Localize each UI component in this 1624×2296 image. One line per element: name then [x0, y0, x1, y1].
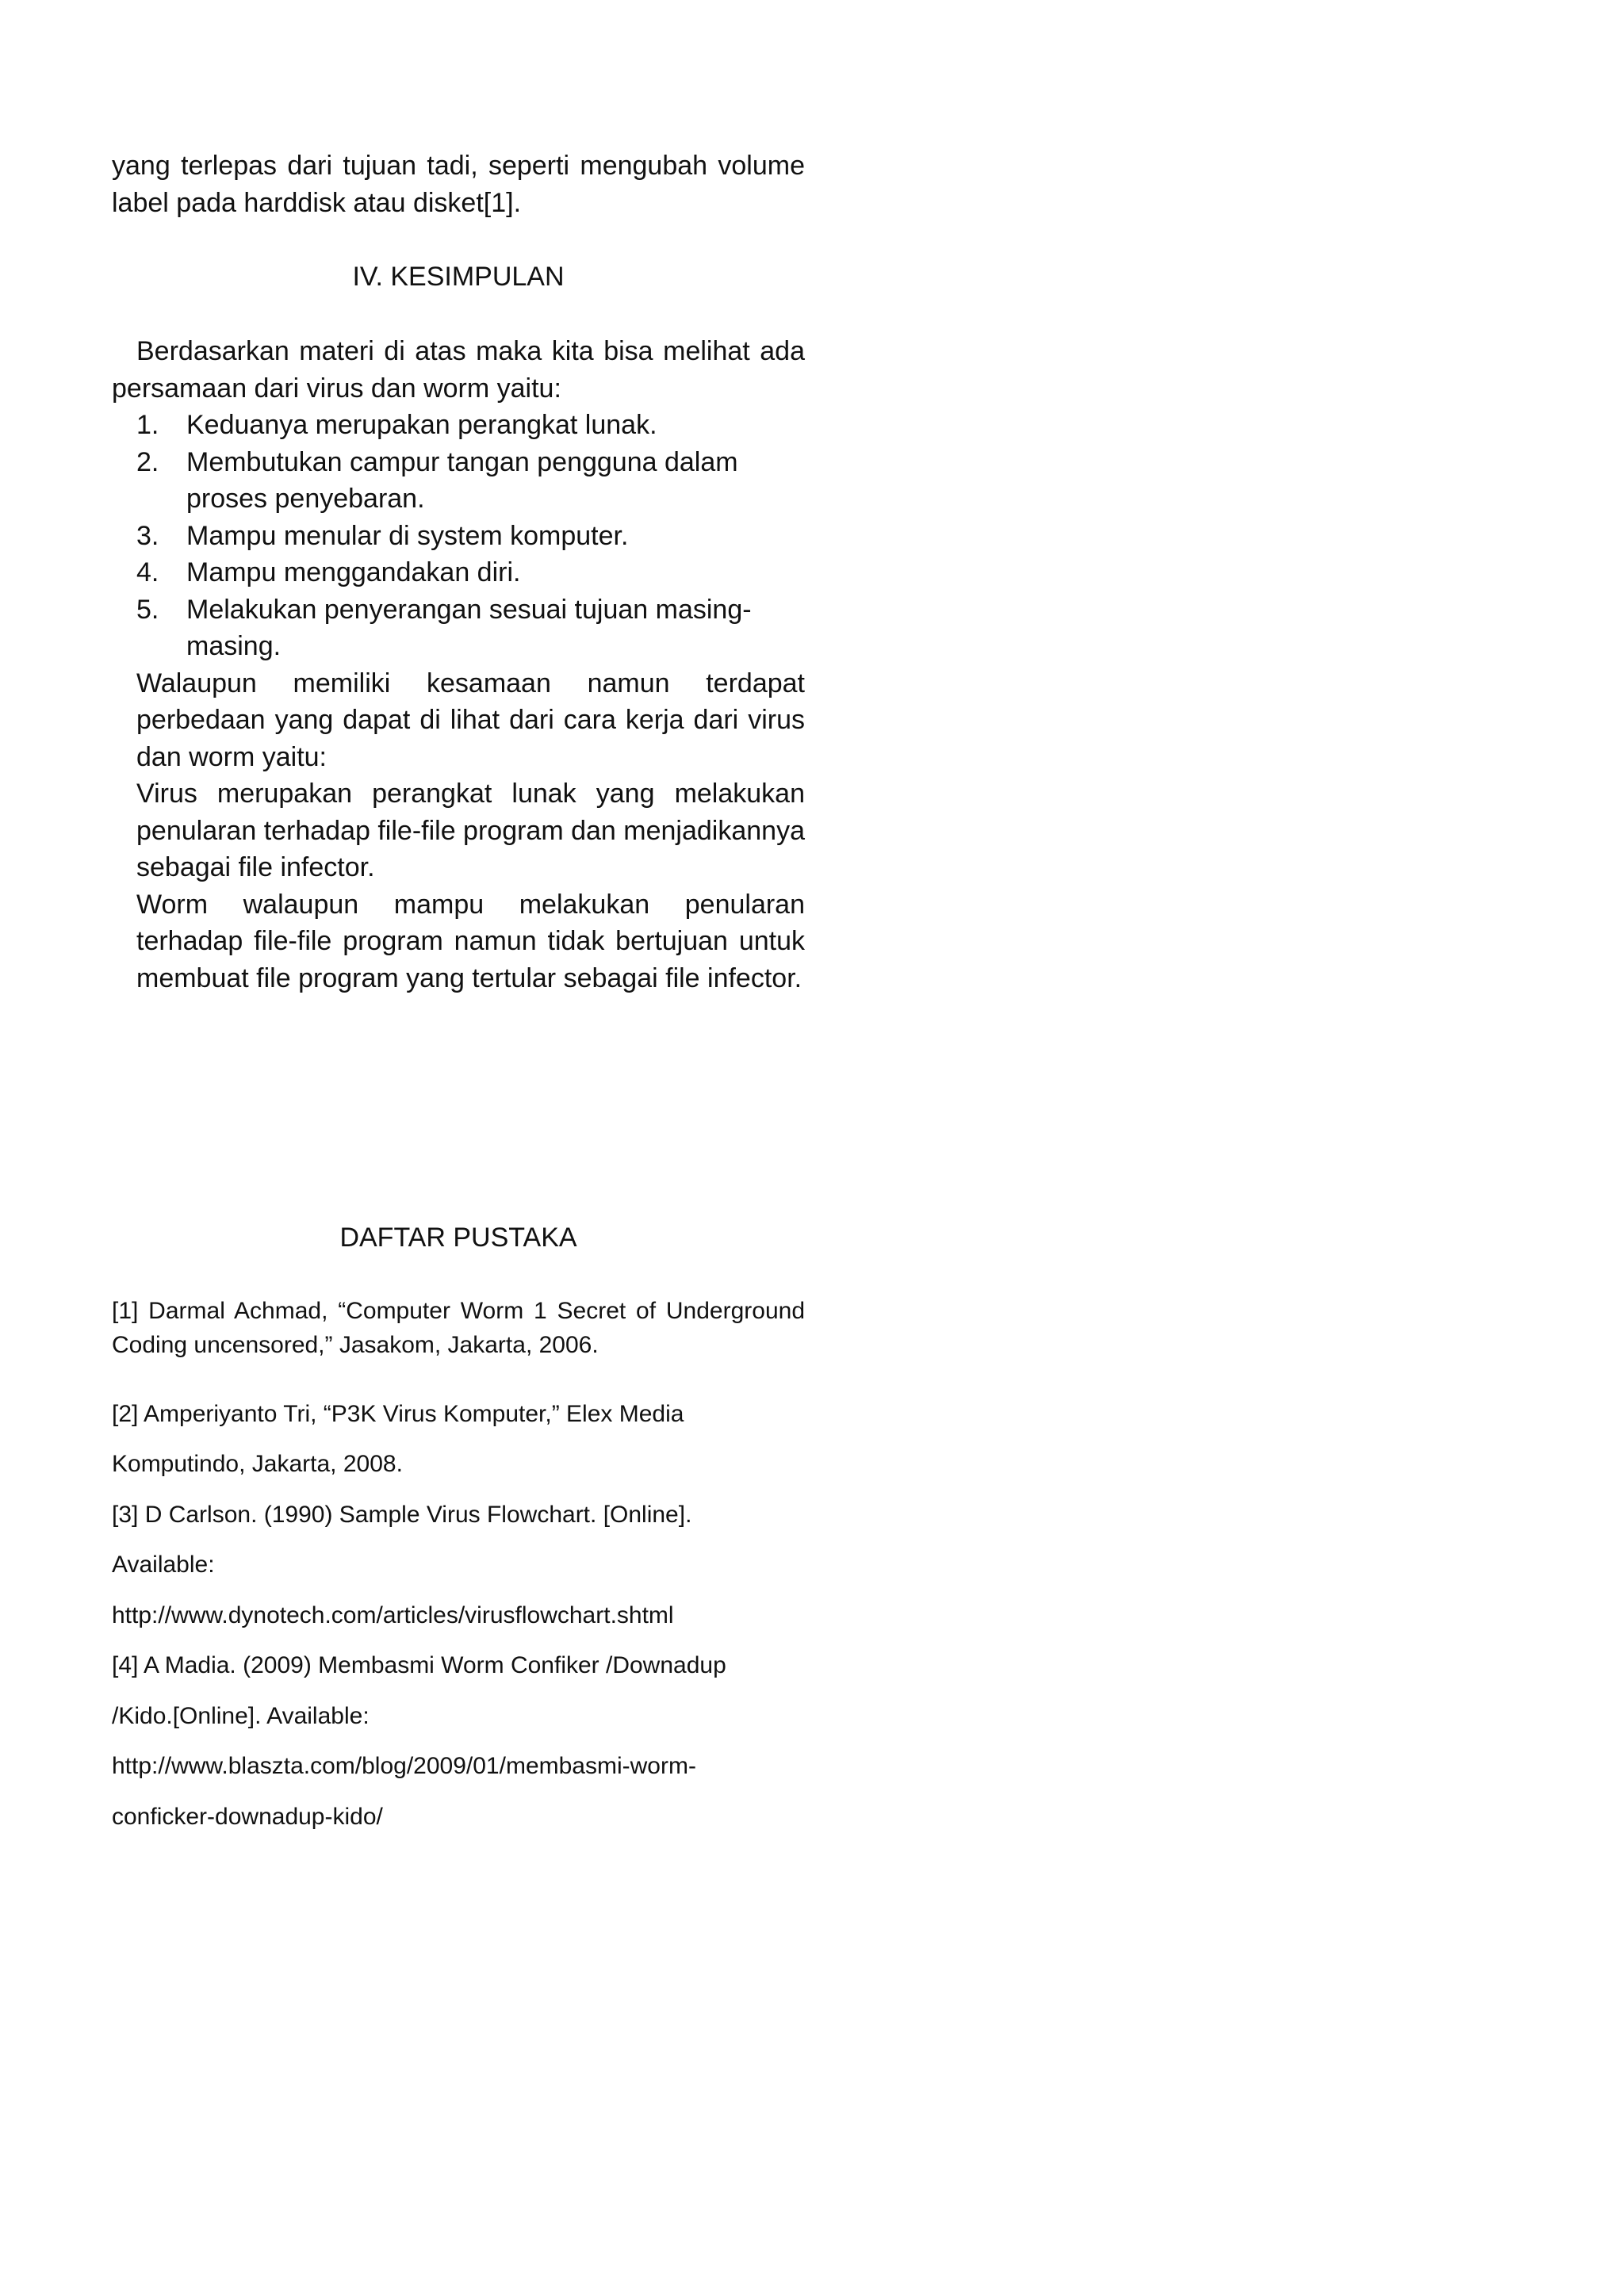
intro-section [112, 147, 805, 221]
worm-paragraph: Worm walaupun mampu melakukan penularan terhadap file-file program namun tidak bertujuan untuk membuat file program yang tertular sebagai file infector. [136, 889, 805, 993]
similarities-list [112, 407, 805, 665]
section-heading-daftar-pustaka: DAFTAR PUSTAKA [339, 1223, 577, 1253]
reference-line: /Kido.[Online]. Available: [112, 1703, 370, 1729]
list-item [112, 518, 805, 555]
list-item-text: Mampu menular di system komputer. [186, 520, 629, 551]
list-item-text: Keduanya merupakan perangkat lunak. [186, 410, 657, 440]
list-item [112, 444, 805, 518]
section-heading-kesimpulan: IV. KESIMPULAN [352, 262, 565, 292]
list-item-text: Membutukan campur tangan pengguna dalam proses penyebaran. [186, 446, 738, 514]
reference-1 [112, 1294, 805, 1362]
kesimpulan-body [112, 333, 805, 997]
list-item-text: Melakukan penyerangan sesuai tujuan masing-masing. [186, 594, 752, 661]
list-item [112, 554, 805, 591]
reference-link[interactable]: http://www.dynotech.com/articles/virusflowchart.shtml [112, 1602, 674, 1628]
reference-line: [2] Amperiyanto Tri, “P3K Virus Komputer,” Elex Media [112, 1401, 684, 1427]
differences-block [112, 665, 805, 997]
list-item [112, 591, 805, 665]
intro-paragraph: yang terlepas dari tujuan tadi, seperti mengubah volume label pada harddisk atau disket[1]. [112, 151, 805, 218]
reference-line: Komputindo, Jakarta, 2008. [112, 1451, 403, 1477]
virus-paragraph: Virus merupakan perangkat lunak yang melakukan penularan terhadap file-file program dan menjadikannya sebagai file infector. [136, 779, 805, 882]
reference-line: [3] D Carlson. (1990) Sample Virus Flowchart. [Online]. [112, 1502, 692, 1528]
list-item-number: 1. [136, 410, 159, 440]
kesimpulan-lead-paragraph: Berdasarkan materi di atas maka kita bisa melihat ada persamaan dari virus dan worm yaitu: [112, 336, 805, 404]
list-item [112, 407, 805, 444]
list-item-text: Mampu menggandakan diri. [186, 557, 521, 587]
reference-1-text: [1] Darmal Achmad, “Computer Worm 1 Secret of Underground Coding uncensored,” Jasakom, Jakarta, 2006. [112, 1298, 805, 1358]
differences-paragraph: Walaupun memiliki kesamaan namun terdapat perbedaan yang dapat di lihat dari cara kerja dari virus dan worm yaitu: [136, 668, 805, 772]
list-item-number: 3. [136, 520, 159, 551]
list-item-number: 2. [136, 446, 159, 477]
reference-line: [4] A Madia. (2009) Membasmi Worm Confiker /Downadup [112, 1652, 726, 1678]
reference-link[interactable]: conficker-downadup-kido/ [112, 1804, 383, 1830]
list-item-number: 5. [136, 594, 159, 625]
reference-link[interactable]: http://www.blaszta.com/blog/2009/01/membasmi-worm- [112, 1753, 696, 1779]
reference-line: Available: [112, 1552, 215, 1578]
list-item-number: 4. [136, 557, 159, 587]
